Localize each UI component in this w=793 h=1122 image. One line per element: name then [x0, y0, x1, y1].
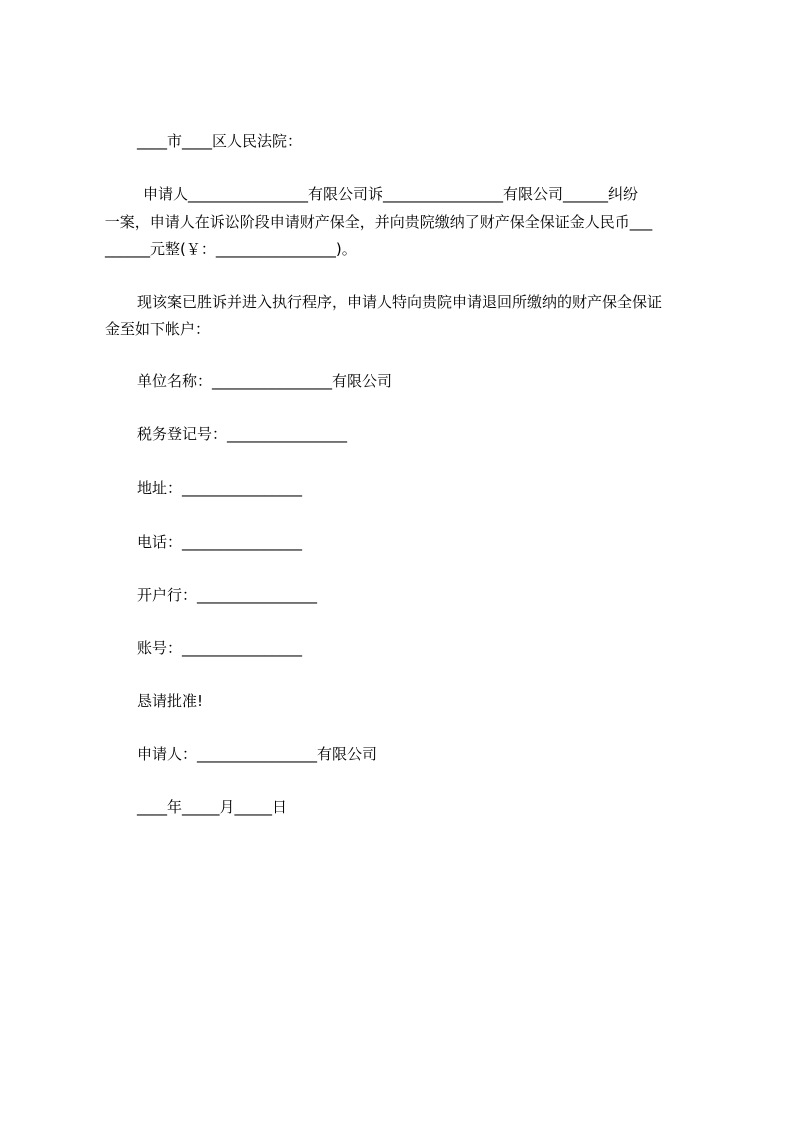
tax-id-field: 税务登记号：________________: [137, 425, 348, 443]
paragraph-1-line-2: 一案，申请人在诉讼阶段申请财产保全，并向贵院缴纳了财产保全保证金人民币___: [100, 213, 653, 231]
bank-field: 开户行：________________: [137, 586, 318, 604]
applicant-signature: 申请人：________________有限公司: [137, 745, 378, 763]
paragraph-1-line-3: ______元整(￥：________________)。: [105, 240, 357, 258]
paragraph-2-line-1: 现该案已胜诉并进入执行程序，申请人特向贵院申请退回所缴纳的财产保全保证: [137, 293, 663, 311]
paragraph-2-line-2: 金至如下帐户：: [105, 320, 211, 338]
date-line: ____年_____月_____日: [137, 798, 288, 816]
unit-name-field: 单位名称：________________有限公司: [137, 372, 393, 390]
address-field: 地址：________________: [137, 479, 303, 497]
court-address-line: ____市____区人民法院：: [137, 132, 303, 150]
phone-field: 电话：________________: [137, 533, 303, 551]
closing-request: 恳请批准!: [137, 692, 204, 710]
paragraph-1-line-1: 申请人________________有限公司诉________________有限公司______纠纷: [143, 185, 639, 203]
account-field: 账号：________________: [137, 639, 303, 657]
